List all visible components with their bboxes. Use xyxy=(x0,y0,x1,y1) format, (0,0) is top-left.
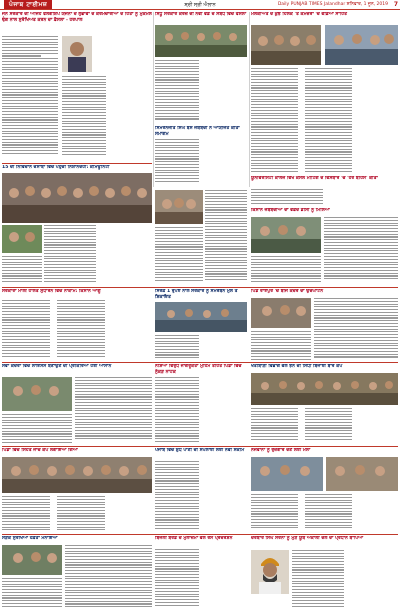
portrait-photo-29 xyxy=(251,550,289,594)
photo-7 xyxy=(2,225,42,253)
headline-7: ਸਰਕਾਰਾਂ ਮਾਲੀ ਹਾਲਤ ਸੁਧਾਰਨ ਵਿਚ ਨਾਕਾਮ: ਕਿਸਾਨ ਆਗੂ xyxy=(2,289,101,294)
story-11-body xyxy=(155,335,247,361)
headline-5: ਸਿਮਰਨਜੀਤ ਸਿੰਘ ਬੈਂਸ ਜਥੇਬੰਦੀ ਨੇ ਆਯੋਜਿਤ ਕੀਤਾ ਸਮਾਗਮ xyxy=(155,126,240,137)
photo-8 xyxy=(155,190,203,224)
story-29 xyxy=(251,536,398,610)
headline-2: ਸਿੱਧੂ ਸਰਕਾਰ ਕਰਜ਼ੇ ਦੀ ਨਵੀਂ ਵੰਡ ਦੇ ਸਬੰਧ ਵਿੱਚ ਫੈਸਲਾ xyxy=(155,12,247,17)
story-3 xyxy=(251,12,398,174)
story-2 xyxy=(155,12,247,124)
story-21-body xyxy=(155,549,247,610)
photo-20 xyxy=(2,545,62,575)
story-5 xyxy=(155,126,247,188)
story-9 xyxy=(251,208,398,285)
story-7-body xyxy=(44,225,152,285)
group-photo-2 xyxy=(155,25,247,57)
story-8-body xyxy=(205,190,247,285)
headline-12: ਪਿੰਡ ਰਾਏਪੁਰ 'ਚ ਬੀਜ ਕੇਂਦਰ ਦਾ ਉਦਘਾਟਨ xyxy=(251,289,324,294)
story-17 xyxy=(2,448,152,532)
story-15 xyxy=(155,364,247,444)
story-6 xyxy=(251,176,398,206)
story-15-body xyxy=(155,377,247,444)
group-photo-3b xyxy=(325,25,398,65)
story-14-body-2 xyxy=(2,414,72,444)
headline-6: ਯੂਨੀਵਰਸਿਟੀ ਕਾਲਜ ਵਿਖੇ ਕੌਂਸਲ ਮੀਟਿੰਗ ਦੇ ਵਿਸਥਾਰ 'ਚ 'ਹੋਰ ਬਹਿਸ' ਕੀਤਾ xyxy=(251,176,378,181)
story-19 xyxy=(251,448,398,532)
headline-1: ਜਨ ਸਰਕਾਰ ਦੀ ਅਜਿਹ ਫਲੈਗਸ਼ਿਪ ਯੋਜਨਾ ਦੇ ਲੁਭਾਵਾਂ ਦੇ ਕਰਮਚਾਰੀਆਂ ਦੇ ਹਿੱਤਾਂ ਨੂੰ ਮੁਕੰਮਲ ਢੰਗ ਨਾਲ ਸੁਰੱਖਿਅਤ ਕਰਨ ਦਾ ਫ਼ੈਸਲਾ - ਹਰਪਾਲ xyxy=(2,12,152,23)
story-16-body xyxy=(251,408,398,444)
story-20 xyxy=(2,536,152,610)
banner-photo-4 xyxy=(2,173,152,223)
story-18-body xyxy=(155,461,247,532)
story-3-body xyxy=(251,68,398,174)
story-8-body-2 xyxy=(155,227,203,285)
story-9-body xyxy=(324,217,398,285)
headline-18: ਪੰਜਾਬ ਵਿਚ ਸ਼ੁੱਧ ਪਾਣੀ ਦੀ ਸਪਲਾਈ ਲਈ ਨਵੀਂ ਸਕੀਮ xyxy=(155,448,245,453)
photo-14 xyxy=(2,377,72,411)
story-4 xyxy=(2,165,152,223)
headline-4: 15 ਦੀ ਨਿਵਿਦਾਨ ਦਸਾਂਬਾਂ ਵਿੱਚ ਪਹੁੰਚੀ ਨਿਸ਼ਾਨਦੇਹੀ: ਕਮਿਊਨਿਟੀ xyxy=(2,165,110,170)
story-1 xyxy=(2,12,152,162)
masthead-edition: Daily PUNJAB TIMES Jalandhar ਸ਼ਨਿਵਾਰ, 1 ਜੂਨ, 2019 xyxy=(277,2,388,7)
headline-21: ਬਿਜਲੀ ਬੋਰਡ ਦੇ ਮੁਲਾਜ਼ਮਾਂ ਵੱਲੋਂ ਰੋਸ ਪ੍ਰਦਰਸ਼ਨ xyxy=(155,536,233,541)
story-12-body xyxy=(314,298,398,361)
story-29-body xyxy=(292,550,398,610)
story-20-body-2 xyxy=(2,578,62,610)
story-7 xyxy=(2,225,152,285)
headline-11: ਸਿਰਫ਼ 1 ਰੁਪਏ ਨਾਲ ਸਰਕਾਰ ਨੂੰ ਸਮਰਥਨ ਮੁੱਲ ਤੇ ਸ਼ਿਕਾਇਤ xyxy=(155,289,238,300)
photo-12 xyxy=(251,298,311,328)
page-number: 7 xyxy=(393,1,398,8)
masthead-section: ਸ਼੍ਰੀ ਸ੍ਰੀ ਐਲਾਨ xyxy=(184,2,216,8)
story-6-body xyxy=(251,189,398,206)
photo-9 xyxy=(251,217,321,253)
headline-19: ਨੌਜਵਾਨਾਂ ਨੂੰ ਰੁਜ਼ਗਾਰ ਦੇਣ ਲਈ ਮੇਲਾ xyxy=(251,448,311,453)
story-19-body xyxy=(251,494,398,532)
photo-17 xyxy=(2,457,152,493)
photo-11 xyxy=(155,302,247,332)
story-12-body-2 xyxy=(251,331,311,361)
photo-19b xyxy=(326,457,398,491)
story-20-body xyxy=(65,545,152,610)
headline-29: ਦਰਬਾਰ ਸਿੰਘ ਸਰਨਾ ਨੂੰ ਮੁੜ ਯੂਥ ਅਕਾਲੀ ਦਲ ਦਾ ਪ੍ਰਧਾਨ ਥਾਪਿਆ xyxy=(251,536,364,541)
story-9-body-2 xyxy=(251,256,321,285)
story-17-body xyxy=(2,496,152,532)
story-8 xyxy=(155,190,247,285)
story-7-body-2 xyxy=(2,256,42,285)
story-14 xyxy=(2,364,152,444)
masthead-logo: ਪੰਜਾਬ ਟਾਈਮਜ਼ xyxy=(4,0,52,9)
headline-16: ਖੇਤੀਬਾੜੀ ਵਿਭਾਗ ਵੱਲੋਂ ਝੋਨੇ ਦੀ ਸਿੱਧੀ ਬਿਜਾਈ ਬਾਰੇ ਕੈਂਪ xyxy=(251,364,343,369)
story-16 xyxy=(251,364,398,444)
headline-9: ਕਿਸਾਨ ਜਥੇਬੰਦੀਆਂ ਦਾ ਵਫ਼ਦ ਡੀਸੀ ਨੂੰ ਮਿਲਿਆ xyxy=(251,208,330,213)
headline-3: ਮਲਕੀਅਤ ਦੇ ਕੁਝ ਹਿਲੱਕ 'ਤੇ ਕਮਜ਼ੋਰਾਂ 'ਚ ਵੰਡਿਆ ਸਾਹਿਤ xyxy=(251,12,348,17)
headline-17: ਪਿੰਡਾਂ ਵਿੱਚ ਸਿਹਤ ਜਾਂਚ ਕੈਂਪ ਲਗਾਇਆ ਗਿਆ xyxy=(2,448,78,453)
story-1-body-2 xyxy=(62,76,152,162)
story-10-body xyxy=(2,300,152,360)
story-21 xyxy=(155,536,247,610)
headline-14: ਸੇਵਾ ਕੇਂਦਰਾਂ ਵਿਚ ਲਾਇਸੈਂਸ ਬਣਾਉਣ ਦੀ ਪ੍ਰਕਿਰਿਆ ਹੋਈ ਆਸਾਨ xyxy=(2,364,112,369)
story-10 xyxy=(2,300,152,360)
group-photo-3a xyxy=(251,25,321,65)
photo-19a xyxy=(251,457,323,491)
story-2-body xyxy=(155,60,247,124)
photo-16 xyxy=(251,373,398,405)
headline-15: ਨਸ਼ਿਆਂ ਵਿਰੁੱਧ ਜਾਗਰੂਕਤਾ ਮੁਹਿੰਮ ਤਹਿਤ ਪਿੰਡਾਂ ਵਿੱਚ ਨੁੱਕੜ ਨਾਟਕ xyxy=(155,364,242,375)
story-12 xyxy=(251,289,398,361)
story-14-body xyxy=(75,377,152,444)
masthead xyxy=(0,0,400,10)
story-5-body xyxy=(155,139,247,188)
headline-20: ਸੜਕ ਸੁਰੱਖਿਆ ਹਫ਼ਤਾ ਮਨਾਇਆ xyxy=(2,536,58,541)
story-18 xyxy=(155,448,247,532)
story-11 xyxy=(155,289,247,361)
